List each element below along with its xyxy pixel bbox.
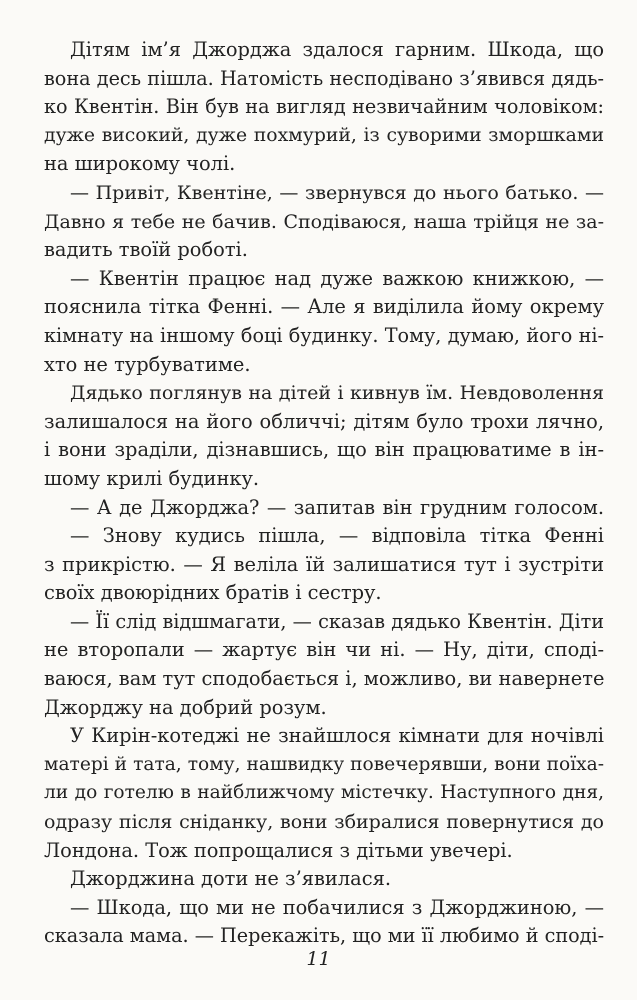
text-line: Джорджина доти не з’явилася. xyxy=(70,867,391,891)
text-line: ли до готелю в найближчому містечку. Наступного дня, xyxy=(44,782,604,804)
text-line: Дядько поглянув на дітей і кивнув їм. Невдоволення xyxy=(70,382,604,405)
text-line: — Шкода, що ми не побачилися з Джорджиною, — xyxy=(70,895,604,919)
text-line: Дітям ім’я Джорджа здалося гарним. Шкода, що xyxy=(70,38,604,61)
text-line: кімнату на іншому боці будинку. Тому, думаю, його ні- xyxy=(44,323,604,347)
text-line: на широкому чолі. xyxy=(44,152,236,176)
text-line: хто не турбуватиме. xyxy=(44,352,251,376)
text-line: — Її слід відшмагати, — сказав дядько Квентін. Діти xyxy=(70,609,604,633)
text-line: матері й тата, тому, нашвидку повечерявши, вони поїха- xyxy=(44,753,604,775)
text-line: не второпали — жартує він чи ні. — Ну, діти, споді- xyxy=(44,638,604,662)
text-line: вона десь пішла. Натомість несподівано з’явився дядь- xyxy=(44,66,604,90)
text-line: вадить твоїй роботі. xyxy=(44,238,248,262)
text-line: ко Квентін. Він був на вигляд незвичайним чоловіком: xyxy=(44,95,604,119)
text-line: сказала мама. — Перекажіть, що ми її любимо й споді- xyxy=(44,924,605,948)
text-line: Лондона. Тож попрощалися з дітьми увечері. xyxy=(44,838,513,862)
text-line: — Знову кудись пішла, — відповіла тітка Фенні xyxy=(70,524,604,548)
text-line: — Привіт, Квентіне, — звернувся до нього батько. — xyxy=(70,181,604,204)
text-line: — А де Джорджа? — запитав він грудним голосом. xyxy=(70,495,604,519)
text-line: з прикрістю. — Я веліла їй залишатися тут і зустріти xyxy=(44,552,604,576)
text-line: шому крилі будинку. xyxy=(44,466,260,490)
text-line: У Кирін-котеджі не знайшлося кімнати для ночівлі xyxy=(70,724,604,748)
text-line: пояснила тітка Фенні. — Але я виділила йому окрему xyxy=(44,295,604,319)
text-line: Давно я тебе не бачив. Сподіваюся, наша трійця не за- xyxy=(44,210,604,233)
page-number: 11 xyxy=(306,948,331,970)
body-text xyxy=(44,36,604,951)
text-line: залишалося на його обличчі; дітям було трохи лячно, xyxy=(44,409,604,433)
text-line: Джорджу на добрий розум. xyxy=(44,695,327,719)
text-line: і вони зраділи, дізнавшись, що він працюватиме в ін- xyxy=(44,438,604,462)
text-line: — Квентін працює над дуже важкою книжкою, — xyxy=(70,266,604,290)
text-line: ваюся, вам тут сподобається і, можливо, ви навернете xyxy=(44,667,605,691)
text-line: дуже високий, дуже похмурий, із суворими зморшками xyxy=(44,124,604,146)
text-line: одразу після сніданку, вони збиралися повернутися до xyxy=(44,811,604,834)
text-line: своїх двоюрідних братів і сестру. xyxy=(44,581,382,605)
